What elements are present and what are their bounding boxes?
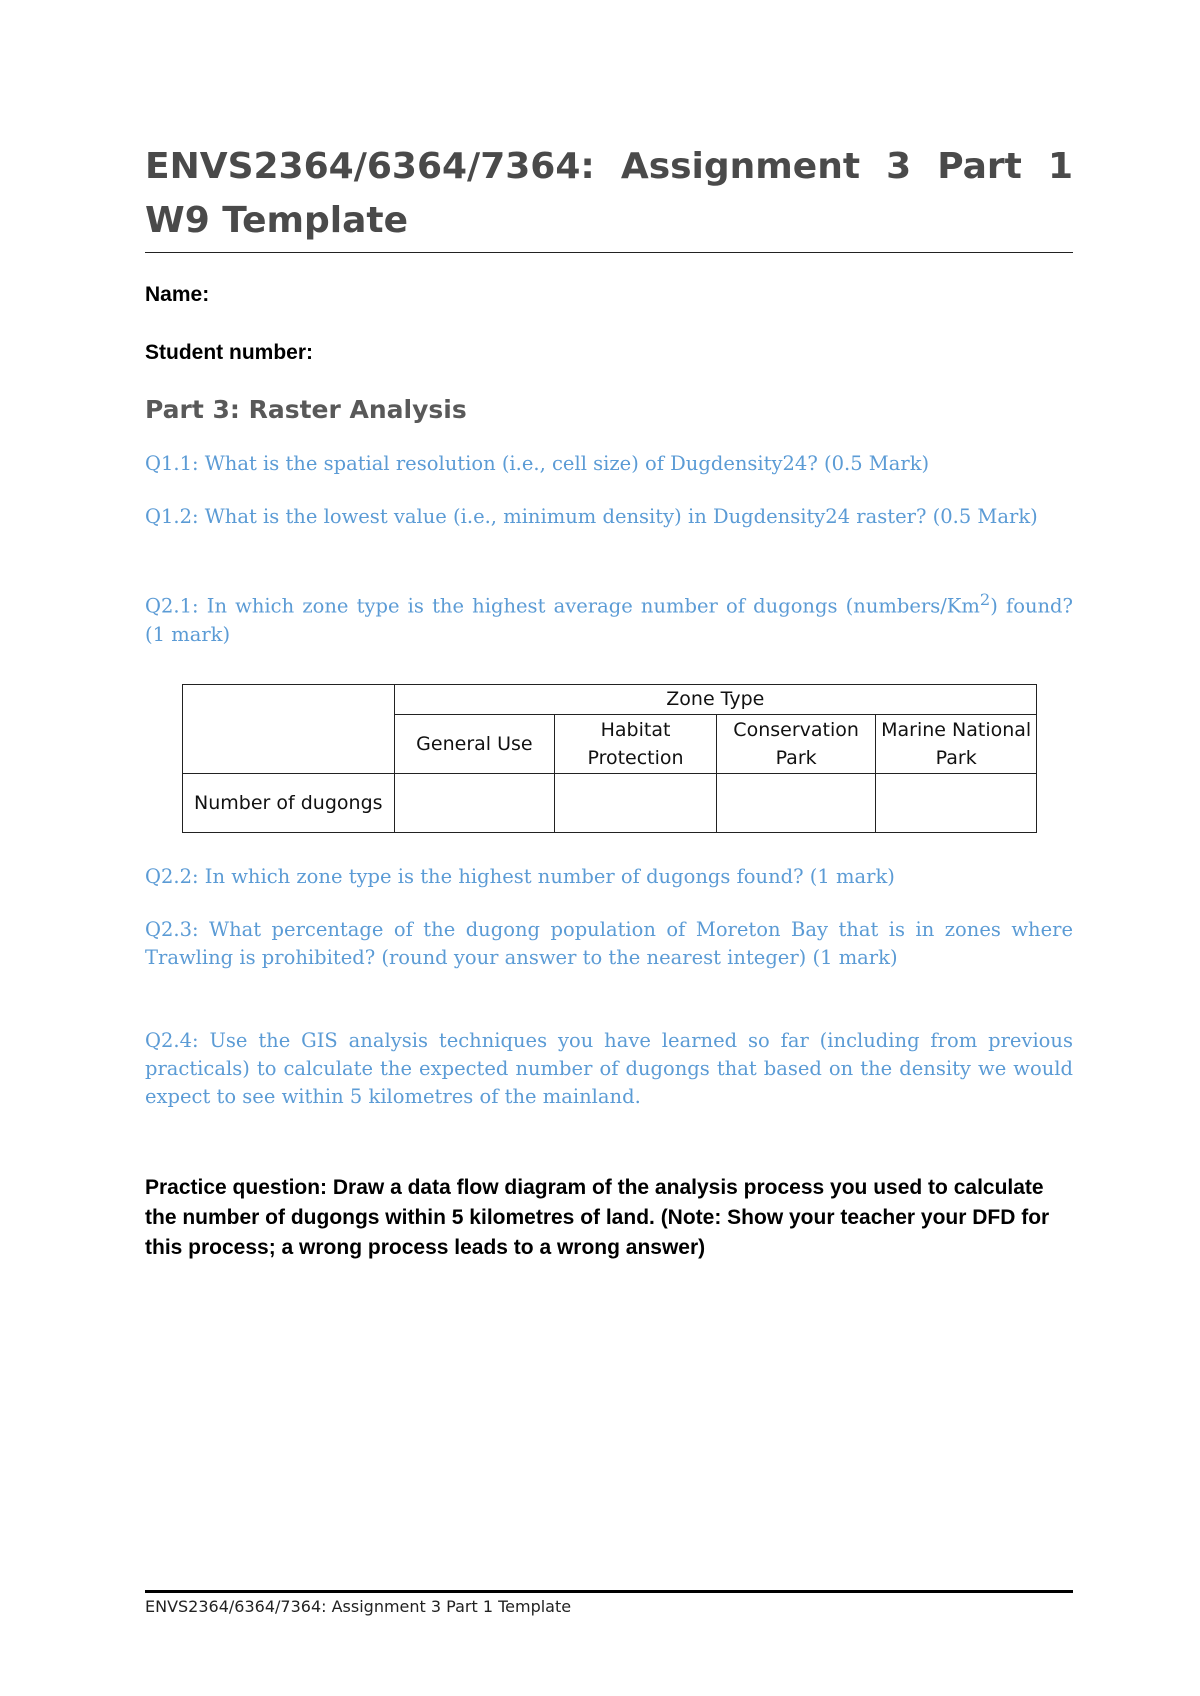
name-label: Name:: [145, 283, 210, 306]
question-2-3: Q2.3: What percentage of the dugong population of Moreton Bay that is in zones where Trawling is prohibited? (round your answer to the nearest integer) (1 mark): [145, 917, 1073, 969]
question-2-1-superscript: 2: [979, 590, 991, 609]
document-title: ENVS2364/6364/7364: Assignment 3 Part 1 W9 Template: [145, 140, 1073, 253]
question-2-2: Q2.2: In which zone type is the highest number of dugongs found? (1 mark): [145, 864, 895, 888]
row-label-number-of-dugongs: Number of dugongs: [183, 773, 395, 832]
cell-habitat-protection[interactable]: [555, 773, 717, 832]
cell-conservation-park[interactable]: [716, 773, 876, 832]
table-row: [183, 773, 1037, 832]
question-1-2: Q1.2: What is the lowest value (i.e., minimum density) in Dugdensity24 raster? (0.5 Mark): [145, 505, 1038, 528]
footer-divider: [145, 1590, 1073, 1593]
cell-marine-national-park[interactable]: [876, 773, 1037, 832]
zone-type-header: Zone Type: [394, 684, 1036, 714]
question-1-1: Q1.1: What is the spatial resolution (i.e., cell size) of Dugdensity24? (0.5 Mark): [145, 452, 930, 475]
page-footer: ENVS2364/6364/7364: Assignment 3 Part 1 Template: [145, 1597, 572, 1616]
section-heading: Part 3: Raster Analysis: [145, 395, 467, 424]
practice-question: Practice question: Draw a data flow diagram of the analysis process you used to calculate the number of dugongs within 5 kilometres of land. (Note: Show your teacher your DFD for this process; a wrong process leads to a wrong answer): [145, 1175, 1050, 1259]
cell-general-use[interactable]: [394, 773, 555, 832]
column-header-habitat-protection: Habitat Protection: [555, 714, 717, 773]
column-header-general-use: General Use: [394, 714, 555, 773]
table-corner-cell: [183, 684, 395, 773]
document-page: [145, 140, 1073, 1263]
zone-type-table: [182, 684, 1037, 833]
student-number-label: Student number:: [145, 341, 313, 364]
question-2-1-text-end: ) found? (1 mark): [145, 594, 1073, 646]
question-2-1: [145, 586, 1073, 649]
question-2-1-text: Q2.1: In which zone type is the highest average number of dugongs (numbers/Km: [145, 594, 980, 618]
question-2-4: Q2.4: Use the GIS analysis techniques you have learned so far (including from previous practicals) to calculate the expected number of dugongs that based on the density we would expect to see within 5 kilometres of the mainland.: [145, 1028, 1073, 1108]
column-header-conservation-park: Conservation Park: [716, 714, 876, 773]
column-header-marine-national-park: Marine National Park: [876, 714, 1037, 773]
